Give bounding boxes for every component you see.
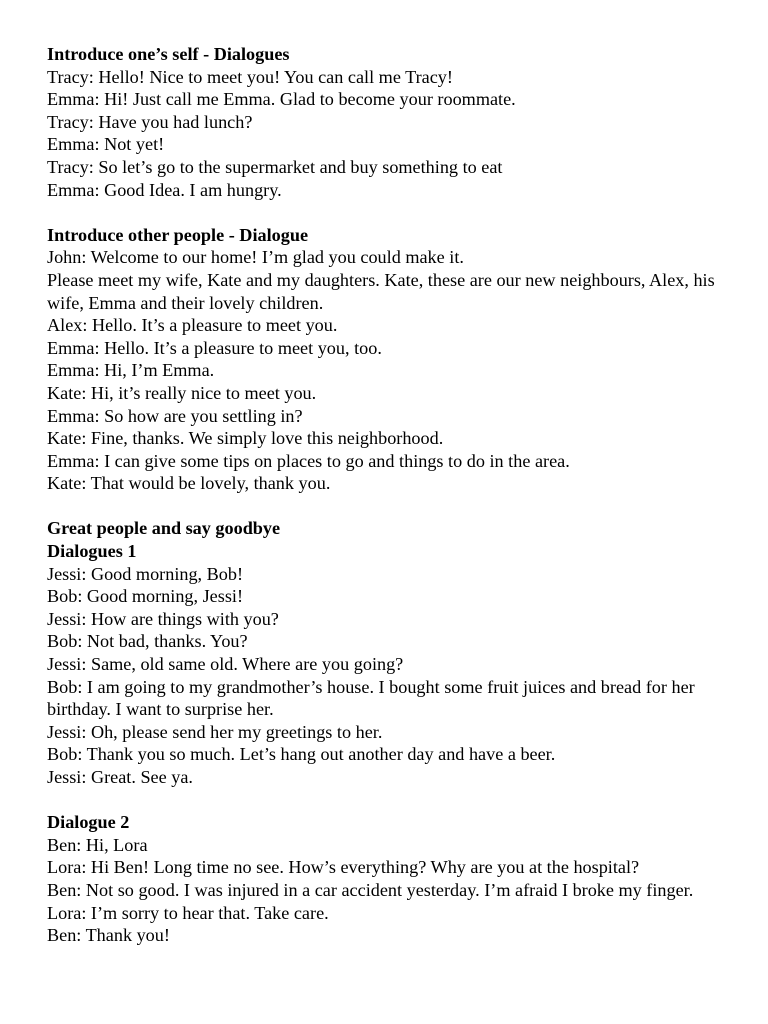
section-greet-goodbye [47,517,737,788]
dialogue-line: Tracy: Hello! Nice to meet you! You can call me Tracy! [47,66,453,87]
dialogue-line: Emma: Not yet! [47,134,165,155]
dialogue-line: Tracy: So let’s go to the supermarket and buy something to eat [47,156,503,177]
dialogue-line: Bob: Good morning, Jessi! [47,586,244,607]
dialogue-line: Tracy: Have you had lunch? [47,111,253,132]
dialogue-line: Kate: That would be lovely, thank you. [47,473,331,494]
dialogue-line: Emma: I can give some tips on places to go and things to do in the area. [47,450,570,471]
section-introduce-others [47,224,737,495]
paragraph-gap [47,201,737,224]
dialogue-line: Jessi: Same, old same old. Where are you going? [47,654,404,675]
dialogue-line: Kate: Fine, thanks. We simply love this neighborhood. [47,428,444,449]
dialogue-line: Emma: Good Idea. I am hungry. [47,179,282,200]
dialogue-line: Kate: Hi, it’s really nice to meet you. [47,382,317,403]
dialogue-line: Bob: Thank you so much. Let’s hang out another day and have a beer. [47,744,556,765]
dialogue-line: Ben: Not so good. I was injured in a car accident yesterday. I’m afraid I broke my finger. [47,879,694,900]
section-dialogue-2 [47,811,737,947]
dialogue-line: Please meet my wife, Kate and my daughters. Kate, these are our new neighbours, Alex, his wife, Emma and their lovely children. [47,269,715,313]
sub-heading: Dialogues 1 [47,541,137,562]
dialogue-line: Jessi: Oh, please send her my greetings to her. [47,721,383,742]
dialogue-line: Jessi: Good morning, Bob! [47,563,244,584]
dialogue-line: Jessi: How are things with you? [47,608,279,629]
dialogue-line: Alex: Hello. It’s a pleasure to meet you. [47,315,338,336]
section-heading: Great people and say goodbye [47,518,281,539]
dialogue-line: Lora: I’m sorry to hear that. Take care. [47,902,329,923]
section-introduce-self [47,43,737,201]
dialogue-line: Emma: Hi, I’m Emma. [47,360,215,381]
dialogue-line: John: Welcome to our home! I’m glad you could make it. [47,247,464,268]
dialogue-line: Bob: Not bad, thanks. You? [47,631,248,652]
dialogue-line: Emma: So how are you settling in? [47,405,303,426]
dialogue-line: Ben: Thank you! [47,925,170,946]
dialogue-line: Emma: Hi! Just call me Emma. Glad to become your roommate. [47,89,516,110]
dialogue-line: Lora: Hi Ben! Long time no see. How’s everything? Why are you at the hospital? [47,857,640,878]
dialogue-line: Emma: Hello. It’s a pleasure to meet you, too. [47,337,382,358]
paragraph-gap [47,789,737,812]
section-heading: Introduce one’s self - Dialogues [47,44,290,64]
section-heading: Introduce other people - Dialogue [47,224,309,245]
document-page [47,43,737,947]
paragraph-gap [47,495,737,518]
dialogue-line: Bob: I am going to my grandmother’s house. I bought some fruit juices and bread for her birthday. I want to surprise her. [47,676,695,720]
dialogue-line: Ben: Hi, Lora [47,834,148,855]
section-heading: Dialogue 2 [47,812,130,833]
dialogue-line: Jessi: Great. See ya. [47,767,193,787]
